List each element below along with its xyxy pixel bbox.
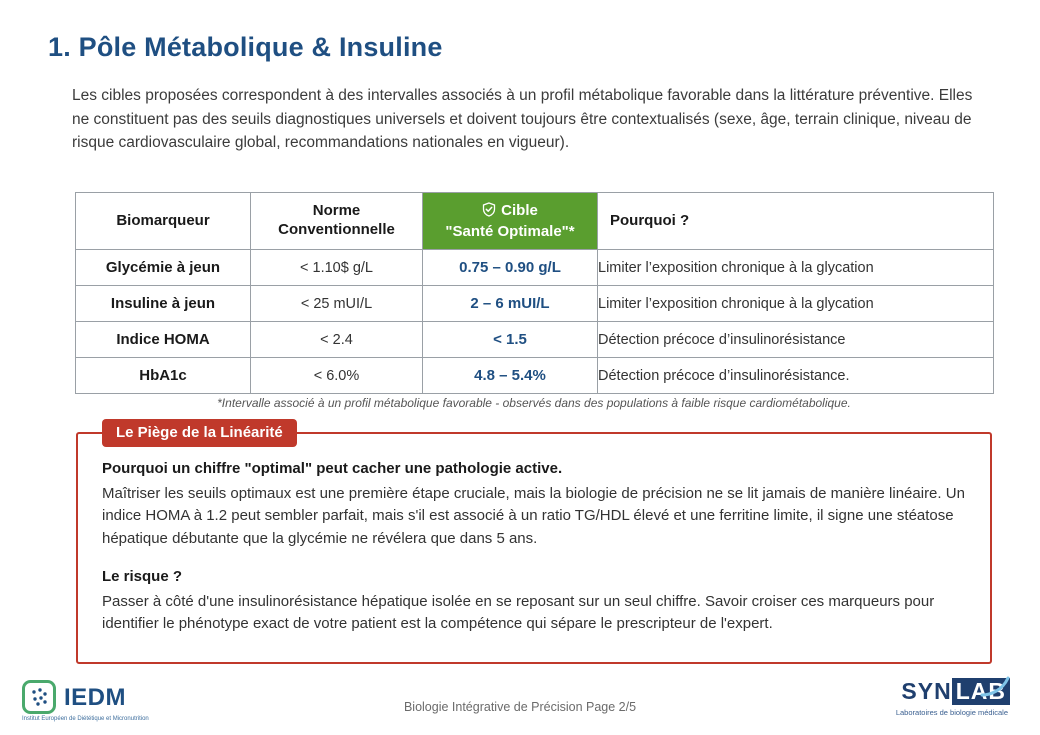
cell-pourquoi: Détection précoce d’insulinorésistance. bbox=[598, 358, 994, 394]
cell-cible: 4.8 – 5.4% bbox=[423, 358, 598, 394]
synlab-syn: SYN bbox=[901, 678, 952, 704]
synlab-swoosh-icon bbox=[980, 676, 1010, 698]
iedm-subtitle: Institut Européen de Diététique et Micronutrition bbox=[22, 716, 149, 722]
cell-norme: < 6.0% bbox=[251, 358, 423, 394]
header-cible-sante-optimale bbox=[423, 193, 598, 250]
synlab-logo bbox=[850, 678, 1010, 722]
synlab-lab: LAB bbox=[952, 678, 1010, 705]
page-title: 1. Pôle Métabolique & Insuline bbox=[48, 32, 443, 62]
callout-tag: Le Piège de la Linéarité bbox=[102, 419, 297, 447]
header-biomarqueur: Biomarqueur bbox=[76, 193, 251, 250]
table-row bbox=[76, 358, 994, 394]
table-row bbox=[76, 286, 994, 322]
cell-biomarqueur: Glycémie à jeun bbox=[76, 250, 251, 286]
cell-cible: 2 – 6 mUI/L bbox=[423, 286, 598, 322]
table-row bbox=[76, 322, 994, 358]
table-footnote: *Intervalle associé à un profil métabolique favorable - observés dans des populations à faible risque cardiométabolique. bbox=[217, 396, 851, 410]
callout-spacer bbox=[102, 550, 974, 566]
cell-pourquoi: Limiter l’exposition chronique à la glycation bbox=[598, 286, 994, 322]
header-norme-line1: Norme bbox=[312, 202, 361, 220]
callout-paragraph-2: Passer à côté d'une insulinorésistance hépatique isolée en se reposant sur un seul chiffre. Savoir croiser ces marqueurs pour identifier le phénotype exact de votre patient est la compétence qui sépare le prescripteur de l'expert. bbox=[102, 592, 935, 632]
callout-paragraph-1: Maîtriser les seuils optimaux est une première étape cruciale, mais la biologie de précision ne se lit jamais de manière linéaire. Un indice HOMA à 1.2 peut sembler parfait, mais s'il est associé à un ratio TG/HDL élevé et une ferritine limite, il signe une stéatose hépatique débutante que la glycémie ne révélera que dans 5 ans. bbox=[102, 484, 965, 547]
biomarker-table-container bbox=[75, 192, 993, 394]
table-header-row bbox=[76, 193, 994, 250]
cell-cible: < 1.5 bbox=[423, 322, 598, 358]
cell-biomarqueur: Insuline à jeun bbox=[76, 286, 251, 322]
footer-page-label: Biologie Intégrative de Précision Page 2/5 bbox=[403, 700, 637, 714]
callout-box bbox=[76, 424, 992, 664]
header-norme-conventionnelle bbox=[251, 193, 423, 250]
header-cible-label: Cible bbox=[501, 201, 538, 219]
header-cible-line2: "Santé Optimale"* bbox=[445, 223, 575, 240]
cell-norme: < 2.4 bbox=[251, 322, 423, 358]
biomarker-table bbox=[75, 192, 994, 394]
cell-biomarqueur: HbA1c bbox=[76, 358, 251, 394]
cell-norme: < 1.10$ g/L bbox=[251, 250, 423, 286]
callout-lead: Pourquoi un chiffre "optimal" peut cacher une pathologie active. bbox=[102, 460, 563, 477]
cell-pourquoi: Limiter l’exposition chronique à la glycation bbox=[598, 250, 994, 286]
callout-subheading: Le risque ? bbox=[102, 568, 183, 585]
intro-paragraph: Les cibles proposées correspondent à des intervalles associés à un profil métabolique favorable dans la littérature préventive. Elles ne constituent pas des seuils diagnostiques universels et doivent toujours être contextualisés (sexe, âge, terrain clinique, niveau de risque cardiovasculaire global, recommandations nationales en vigueur). bbox=[72, 87, 973, 152]
cell-norme: < 25 mUI/L bbox=[251, 286, 423, 322]
iedm-wordmark: IEDM bbox=[64, 684, 126, 711]
callout-body bbox=[102, 458, 974, 636]
header-cible-line1 bbox=[423, 201, 597, 223]
header-norme-line2: Conventionnelle bbox=[278, 221, 395, 238]
shield-check-icon bbox=[482, 202, 496, 223]
synlab-tagline: Laboratoires de biologie médicale bbox=[895, 708, 1008, 717]
cell-pourquoi: Détection précoce d’insulinorésistance bbox=[598, 322, 994, 358]
header-pourquoi: Pourquoi ? bbox=[598, 193, 994, 250]
table-row bbox=[76, 250, 994, 286]
cell-biomarqueur: Indice HOMA bbox=[76, 322, 251, 358]
cell-cible: 0.75 – 0.90 g/L bbox=[423, 250, 598, 286]
